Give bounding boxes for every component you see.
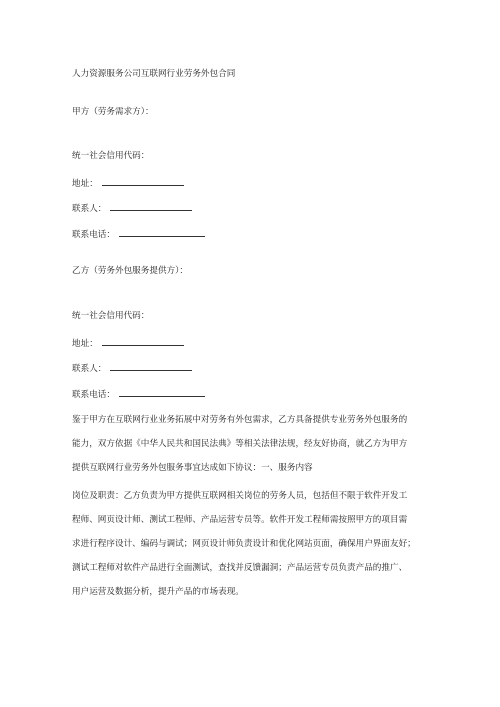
party-b-heading: 乙方（劳务外包服务提供方）： <box>72 266 189 276</box>
preamble-line: 鉴于甲方在互联网行业业务拓展中对劳务有外包需求，乙方具备提供专业劳务外包服务的 <box>72 415 408 425</box>
section-1-paragraph <box>72 484 436 604</box>
party-b-address-label: 地址： <box>72 339 98 349</box>
party-a-address-label: 地址： <box>72 179 98 189</box>
party-a-heading: 甲方（劳务需求方）： <box>72 107 154 117</box>
section-1-line: 测试工程师对软件产品进行全面测试，查找并反馈漏洞；产品运营专员负责产品的推广、 <box>72 563 408 573</box>
preamble-line: 提供互联网行业劳务外包服务事宜达成如下协议：一、服务内容 <box>72 463 313 473</box>
section-1-line: 用户运营及数据分析，提升产品的市场表现。 <box>72 587 244 597</box>
party-b-phone-blank <box>119 387 205 397</box>
party-b-credit-code-label: 统一社会信用代码： <box>72 311 150 321</box>
party-a-contact-blank <box>110 201 192 211</box>
party-a-phone-label: 联系电话： <box>72 230 115 240</box>
section-1-line: 求进行程序设计、编码与调试；网页设计师负责设计和优化网站页面，确保用户界面友好； <box>72 539 416 549</box>
party-a-phone-row <box>72 227 205 241</box>
party-b-address-row <box>72 336 184 350</box>
section-1-line: 程师、网页设计师、测试工程师、产品运营专员等。软件开发工程师需按照甲方的项目需 <box>72 515 408 525</box>
party-a-phone-blank <box>119 227 205 237</box>
preamble-paragraph <box>72 408 436 480</box>
party-a-contact-label: 联系人： <box>72 204 107 214</box>
party-b-phone-label: 联系电话： <box>72 390 115 400</box>
party-b-address-blank <box>102 336 184 346</box>
party-b-contact-label: 联系人： <box>72 364 107 374</box>
party-b-contact-row <box>72 361 192 375</box>
party-b-contact-blank <box>110 361 192 371</box>
party-a-contact-row <box>72 201 192 215</box>
section-1-line: 岗位及职责：乙方负责为甲方提供互联网相关岗位的劳务人员，包括但不限于软件开发工 <box>72 491 408 501</box>
party-a-address-blank <box>102 176 184 186</box>
document-title: 人力资源服务公司互联网行业劳务外包合同 <box>72 69 236 79</box>
party-a-credit-code-label: 统一社会信用代码： <box>72 151 150 161</box>
party-b-phone-row <box>72 387 205 401</box>
party-a-address-row <box>72 176 184 190</box>
preamble-line: 能力，双方依据《中华人民共和国民法典》等相关法律法规，经友好协商，就乙方为甲方 <box>72 439 408 449</box>
